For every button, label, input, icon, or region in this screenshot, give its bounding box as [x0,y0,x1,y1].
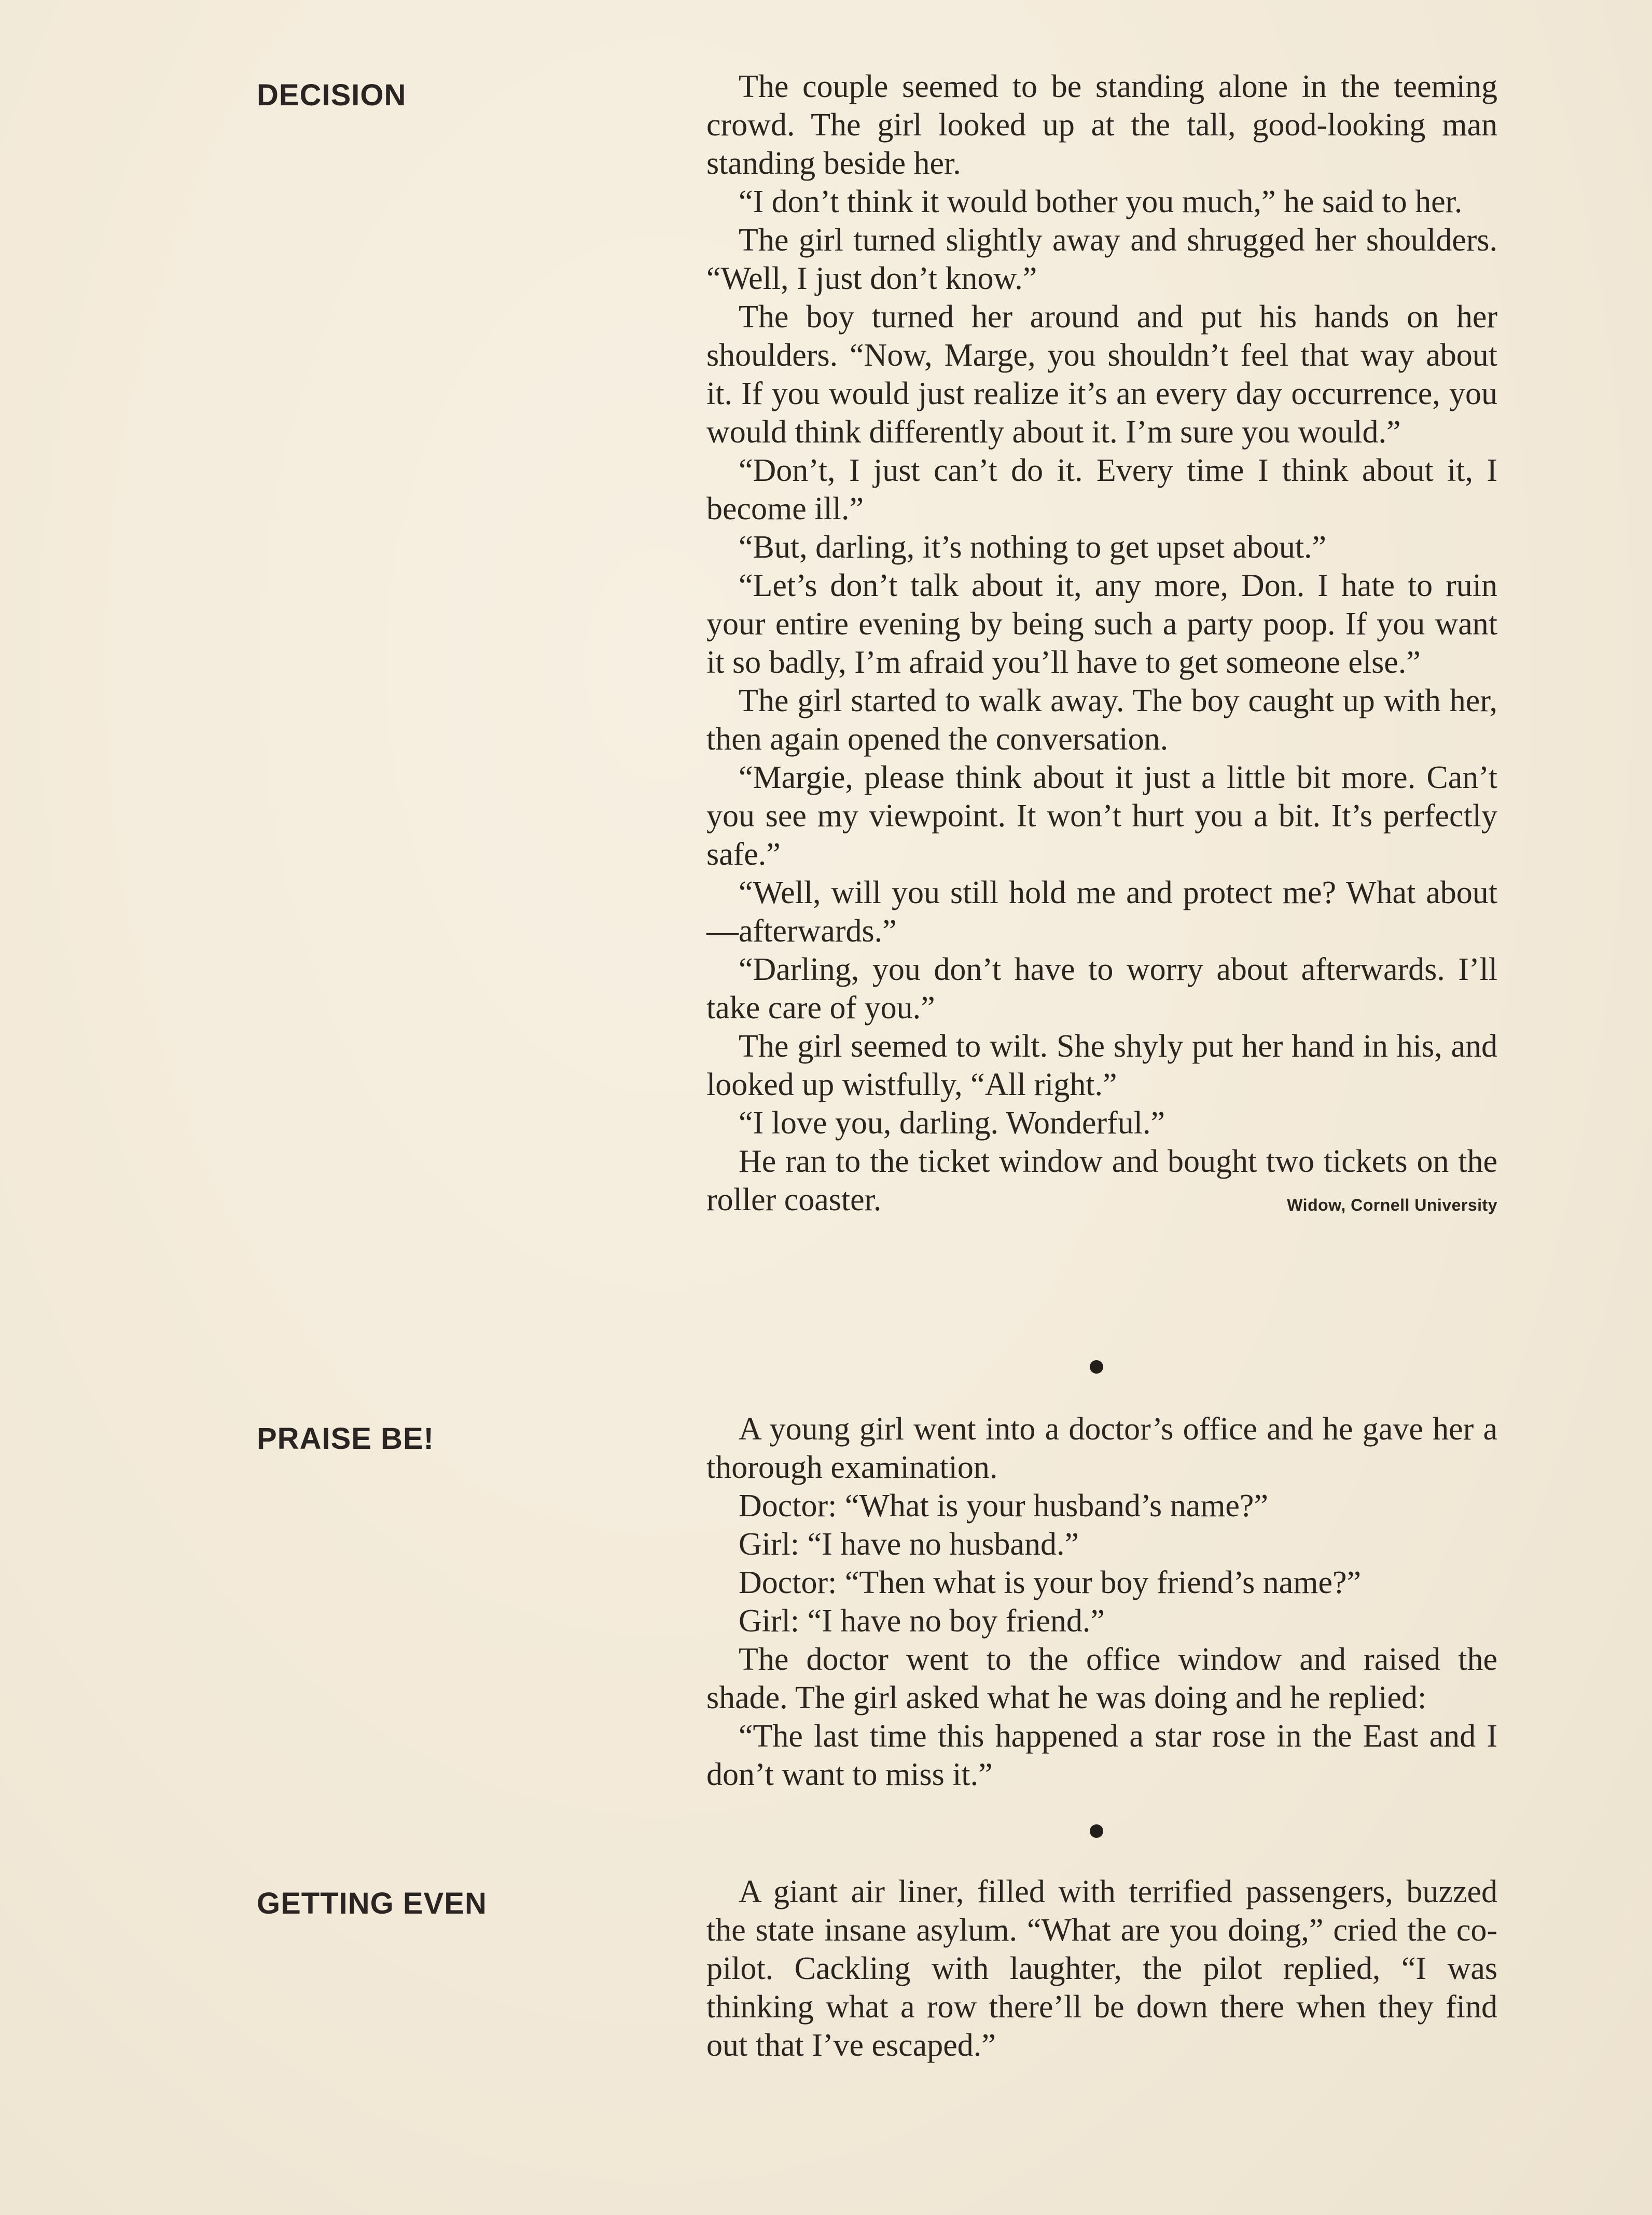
paragraph: The doctor went to the office window and raised the shade. The girl asked what he was doing and he replied: [706,1642,1497,1715]
paragraph: The girl seemed to wilt. She shyly put her hand in his, and looked up wistfully, “All right.” [706,1029,1497,1102]
paragraph: “Don’t, I just can’t do it. Every time I think about it, I become ill.” [706,453,1497,527]
paragraph: Doctor: “What is your husband’s name?” [739,1488,1268,1524]
paragraph: A giant air liner, filled with terrified passengers, buzzed the state insane asylum. “What are you doing,” cried the co-pilot. Cackling with laughter, the pilot replied, “I was thinking what a row there’ll be down there when they find out that I’ve escaped.” [706,1874,1497,2063]
section-separator-dot [1090,1360,1103,1374]
last-paragraph-text: He ran to the ticket window and bought two tickets on the roller coaster. [706,1144,1497,1217]
paragraph: Girl: “I have no boy friend.” [739,1603,1105,1639]
paragraph: The couple seemed to be standing alone in the teeming crowd. The girl looked up at the tall, good-looking man standing beside her. [706,69,1497,181]
section-body [706,67,1497,1224]
paragraph: “Margie, please think about it just a little bit more. Can’t you see my viewpoint. It won’t hurt you a bit. It’s perfectly safe.” [706,760,1497,872]
source-credit: Widow, Cornell University [1287,1196,1497,1214]
section-separator-dot [1090,1824,1103,1838]
paragraph: “I don’t think it would bother you much,” he said to her. [739,184,1463,219]
section-body [706,1410,1497,1794]
paragraph: The boy turned her around and put his hands on her shoulders. “Now, Marge, you shouldn’t feel that way about it. If you would just realize it’s an every day occurrence, you would think differently about it. I’m sure you would.” [706,299,1497,450]
section-heading: PRAISE BE! [257,1422,434,1456]
paragraph: “The last time this happened a star rose in the East and I don’t want to miss it.” [706,1719,1497,1792]
section-heading: DECISION [257,78,407,112]
paragraph: “Darling, you don’t have to worry about afterwards. I’ll take care of you.” [706,952,1497,1026]
paragraph: “Let’s don’t talk about it, any more, Don. I hate to ruin your entire evening by being such a party poop. If you want it so badly, I’m afraid you’ll have to get someone else.” [706,568,1497,680]
paragraph: “Well, will you still hold me and protect me? What about—afterwards.” [706,875,1497,949]
section-heading: GETTING EVEN [257,1887,487,1920]
paragraph: “I love you, darling. Wonderful.” [739,1105,1165,1141]
section-body [706,1873,1497,2065]
paragraph: A young girl went into a doctor’s office and he gave her a thorough examination. [706,1411,1497,1485]
paragraph: “But, darling, it’s nothing to get upset about.” [739,530,1327,565]
paragraph: Girl: “I have no husband.” [739,1527,1079,1562]
paragraph-last [706,1142,1497,1219]
paragraph: Doctor: “Then what is your boy friend’s name?” [739,1565,1362,1600]
paragraph: The girl started to walk away. The boy caught up with her, then again opened the conversation. [706,683,1497,757]
paragraph: The girl turned slightly away and shrugged her shoulders. “Well, I just don’t know.” [706,223,1497,296]
